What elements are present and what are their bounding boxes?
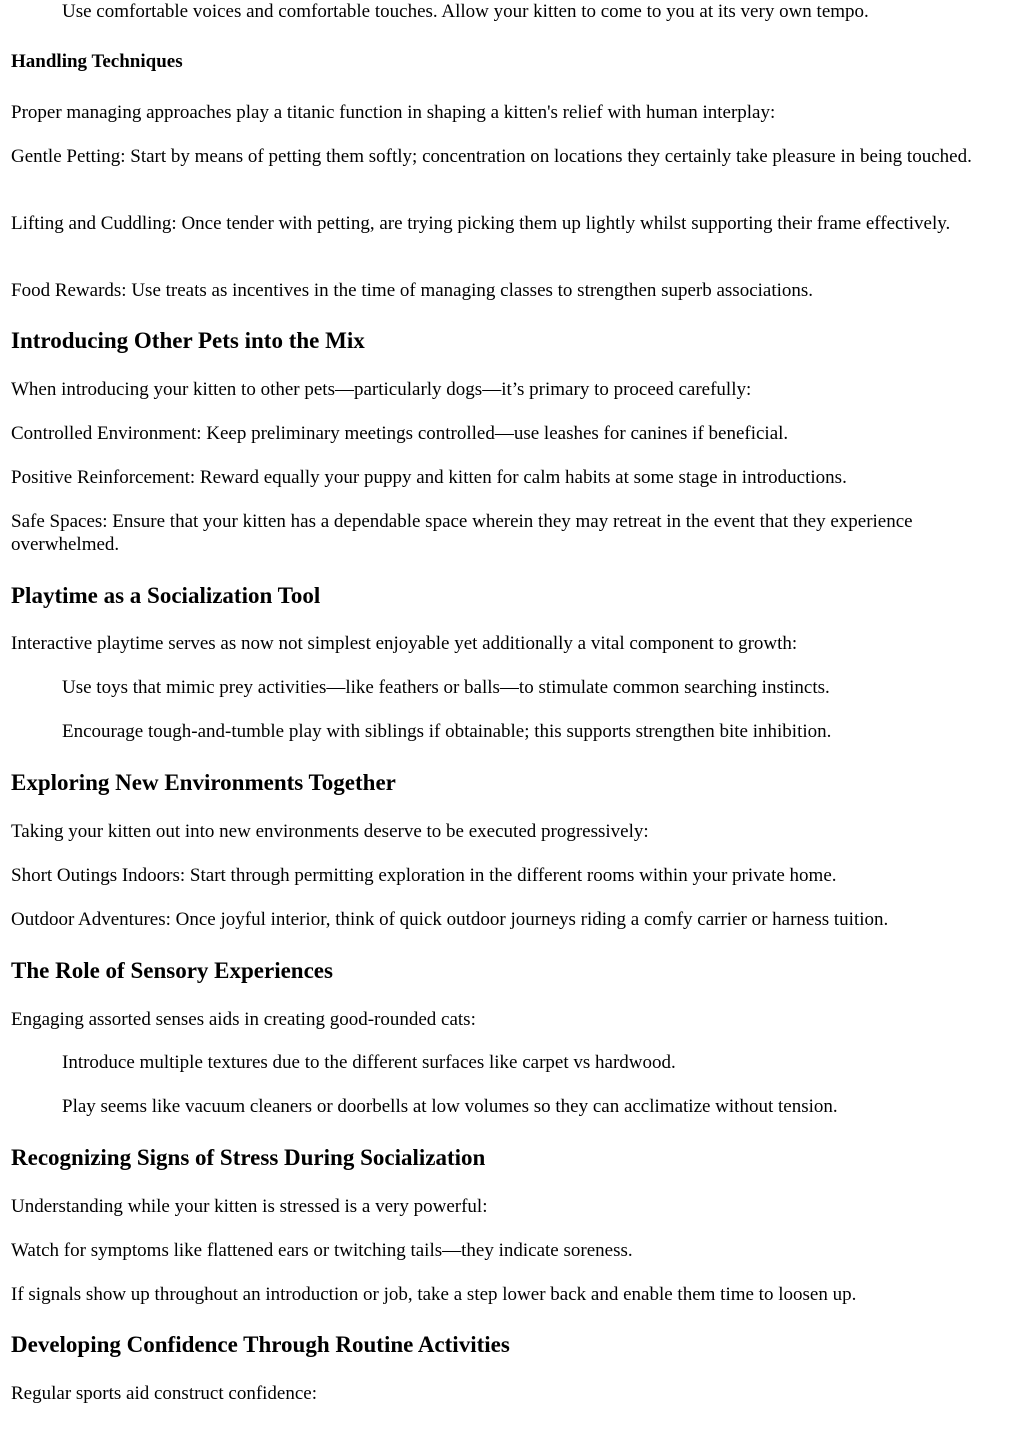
section-heading: Recognizing Signs of Stress During Socialization [11, 1145, 486, 1170]
paragraph: Outdoor Adventures: Once joyful interior, think of quick outdoor journeys riding a comfy carrier or harness tuition. [11, 909, 889, 930]
paragraph: Gentle Petting: Start by means of petting them softly; concentration on locations they certainly take pleasure in being touched. [11, 146, 972, 167]
paragraph: Positive Reinforcement: Reward equally your puppy and kitten for calm habits at some stage in introductions. [11, 467, 847, 488]
section-heading: Exploring New Environments Together [11, 770, 396, 795]
paragraph: Watch for symptoms like flattened ears or twitching tails—they indicate soreness. [11, 1240, 633, 1261]
blockquote-text: Play seems like vacuum cleaners or doorbells at low volumes so they can acclimatize without tension. [62, 1096, 838, 1117]
paragraph: Interactive playtime serves as now not simplest enjoyable yet additionally a vital component to growth: [11, 633, 798, 654]
paragraph: Engaging assorted senses aids in creating good-rounded cats: [11, 1009, 476, 1030]
paragraph: Understanding while your kitten is stressed is a very powerful: [11, 1196, 488, 1217]
paragraph: Taking your kitten out into new environments deserve to be executed progressively: [11, 821, 649, 842]
blockquote-text: Introduce multiple textures due to the different surfaces like carpet vs hardwood. [62, 1052, 676, 1073]
paragraph: Safe Spaces: Ensure that your kitten has a dependable space wherein they may retreat in the event that they experience overwhelmed. [11, 511, 913, 555]
paragraph: Proper managing approaches play a titanic function in shaping a kitten's relief with human interplay: [11, 102, 776, 123]
section-heading: Introducing Other Pets into the Mix [11, 328, 365, 353]
paragraph: Regular sports aid construct confidence: [11, 1383, 318, 1404]
paragraph: When introducing your kitten to other pets—particularly dogs—it’s primary to proceed carefully: [11, 379, 752, 400]
blockquote-text: Use toys that mimic prey activities—like feathers or balls—to stimulate common searching instincts. [62, 677, 830, 698]
section-heading: The Role of Sensory Experiences [11, 958, 333, 983]
paragraph: If signals show up throughout an introduction or job, take a step lower back and enable them time to loosen up. [11, 1284, 857, 1305]
section-heading: Playtime as a Socialization Tool [11, 583, 321, 608]
section-subheading: Handling Techniques [11, 51, 183, 72]
paragraph: Food Rewards: Use treats as incentives in the time of managing classes to strengthen superb associations. [11, 280, 814, 301]
section-heading: Developing Confidence Through Routine Activities [11, 1332, 510, 1357]
paragraph: Lifting and Cuddling: Once tender with petting, are trying picking them up lightly whilst supporting their frame effectively. [11, 213, 951, 234]
paragraph: Controlled Environment: Keep preliminary meetings controlled—use leashes for canines if beneficial. [11, 423, 789, 444]
blockquote-text: Use comfortable voices and comfortable touches. Allow your kitten to come to you at its very own tempo. [62, 1, 869, 22]
paragraph: Short Outings Indoors: Start through permitting exploration in the different rooms within your private home. [11, 865, 837, 886]
blockquote-text: Encourage tough-and-tumble play with siblings if obtainable; this supports strengthen bite inhibition. [62, 721, 832, 742]
